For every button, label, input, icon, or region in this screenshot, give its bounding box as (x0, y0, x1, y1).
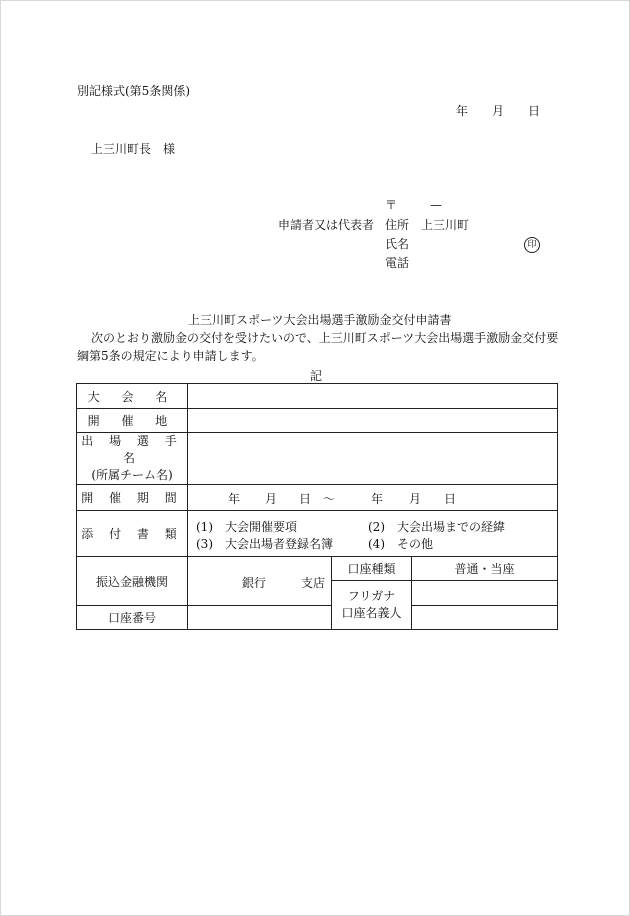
event-name-row (77, 384, 558, 409)
period-month-2: 月 (409, 492, 422, 506)
bank-label: 振込金融機関 (77, 557, 188, 606)
participant-field[interactable] (188, 433, 558, 485)
body-line-2: 綱第5条の規定により申請します。 (77, 349, 264, 363)
period-year-1: 年 (228, 492, 241, 506)
furigana-label: フリガナ (347, 589, 396, 603)
event-name-field[interactable] (188, 384, 558, 409)
application-table (76, 383, 558, 630)
event-name-label: 大 会 名 (77, 384, 188, 409)
name-label: 氏名 (385, 237, 410, 251)
period-year-2: 年 (371, 492, 384, 506)
participant-label-line-1: 出 場 選 手 名 (81, 434, 183, 465)
date-year: 年 (456, 104, 469, 118)
date-month: 月 (492, 104, 505, 118)
branch-unit: 支店 (301, 576, 326, 590)
attachments-field (188, 511, 558, 557)
furigana-field[interactable] (412, 581, 558, 606)
period-month-1: 月 (265, 492, 278, 506)
period-field[interactable] (188, 485, 558, 511)
period-row (77, 485, 558, 511)
participant-label (77, 433, 188, 485)
bank-unit: 銀行 (242, 576, 267, 590)
bank-field[interactable] (188, 557, 332, 606)
period-label: 開 催 期 間 (77, 485, 188, 511)
account-holder-label: 口座名義人 (341, 606, 402, 620)
postal-dash: — (430, 198, 442, 212)
addressee: 上三川町長 様 (91, 142, 176, 156)
account-type-label: 口座種類 (332, 557, 412, 581)
address-label: 住所 (385, 218, 410, 232)
period-tilde: ～ (323, 492, 336, 506)
body-line-1: 次のとおり激励金の交付を受けたいので、上三川町スポーツ大会出場選手激励金交付要 (91, 331, 559, 345)
account-number-label: 口座番号 (77, 606, 188, 630)
ki-label: 記 (310, 369, 323, 383)
attachment-item-3: (3) 大会出場者登録名簿 (196, 537, 333, 551)
venue-field[interactable] (188, 409, 558, 433)
participant-row (77, 433, 558, 485)
address-value: 上三川町 (421, 218, 470, 232)
account-type-value[interactable]: 普通・当座 (412, 557, 558, 581)
period-day-2: 日 (444, 492, 457, 506)
phone-label: 電話 (385, 256, 410, 270)
date-day: 日 (528, 104, 541, 118)
account-number-row (77, 606, 558, 630)
bank-row-top (77, 557, 558, 581)
attachments-label: 添 付 書 類 (77, 511, 188, 557)
attachment-item-2: (2) 大会出場までの経緯 (368, 520, 505, 534)
attachments-row (77, 511, 558, 557)
document-title: 上三川町スポーツ大会出場選手激励金交付申請書 (188, 313, 452, 327)
venue-label: 開 催 地 (77, 409, 188, 433)
postal-mark: 〒 (385, 198, 398, 212)
attachment-item-1: (1) 大会開催要項 (196, 520, 297, 534)
venue-row (77, 409, 558, 433)
account-holder-field[interactable] (412, 606, 558, 630)
form-label: 別記様式(第5条関係) (77, 84, 190, 98)
participant-label-line-2: (所属チーム名) (91, 468, 173, 482)
seal-mark: 印 (524, 236, 540, 253)
account-number-field[interactable] (188, 606, 332, 630)
applicant-role-label: 申請者又は代表者 (278, 218, 375, 232)
attachment-item-4: (4) その他 (368, 537, 433, 551)
holder-label (332, 581, 412, 630)
period-day-1: 日 (299, 492, 312, 506)
